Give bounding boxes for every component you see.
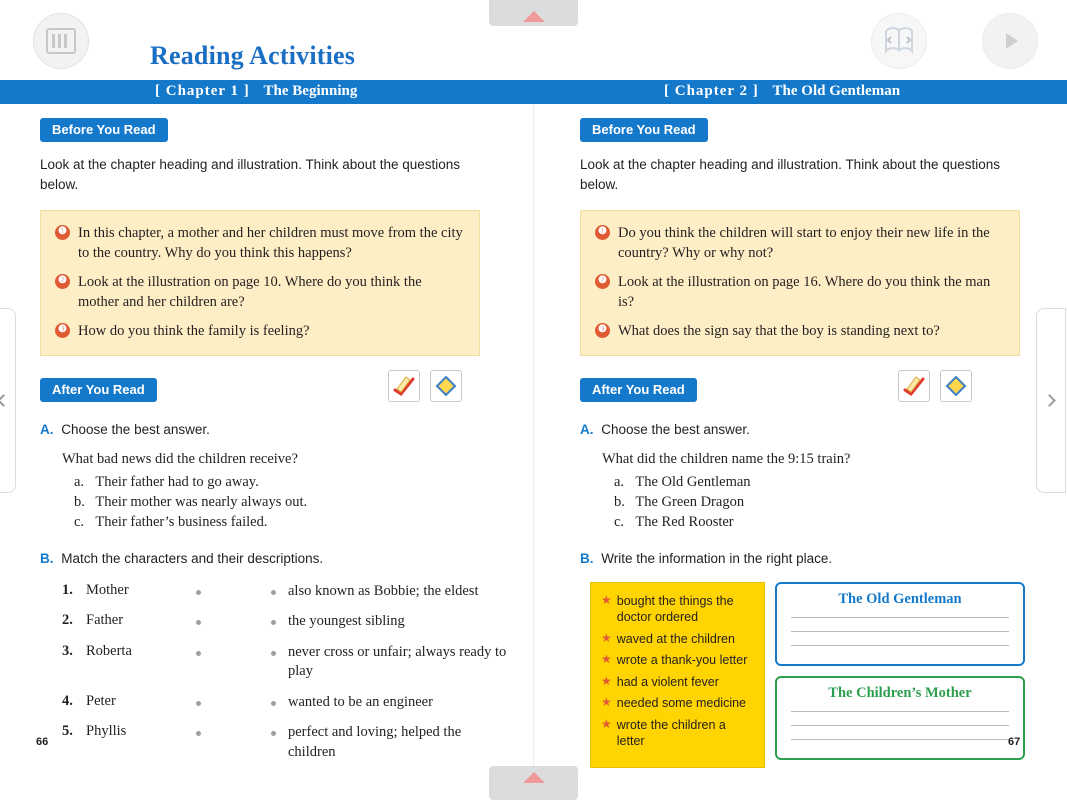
flip-book-icon[interactable] (871, 13, 927, 69)
option-item[interactable] (601, 593, 754, 626)
choice-option[interactable] (74, 514, 510, 531)
match-dot-left-icon[interactable] (196, 701, 201, 706)
question-stem-right: What did the children name the 9:15 train? (602, 450, 851, 467)
matching-description: perfect and loving; helped the children (288, 724, 462, 760)
question-text: What does the sign say that the boy is standing next to? (618, 322, 940, 339)
matching-row[interactable] (40, 693, 510, 713)
answer-line[interactable] (791, 711, 1009, 712)
page-number-left: 66 (36, 736, 49, 748)
match-dot-right-icon[interactable] (271, 651, 276, 656)
choice-option[interactable] (614, 494, 1050, 511)
match-dot-left-icon[interactable] (196, 590, 201, 595)
chevron-left-icon (0, 394, 9, 407)
matching-description: never cross or unfair; always ready to play (288, 643, 507, 680)
answer-box-title: The Children’s Mother (828, 684, 972, 701)
triangle-up-icon (523, 11, 545, 22)
star-icon: ★ (601, 652, 612, 666)
matching-number: 1. (62, 581, 73, 598)
chapter-name-left: The Beginning (263, 83, 358, 99)
option-item[interactable] (601, 652, 754, 669)
answer-line[interactable] (791, 617, 1009, 618)
match-dot-left-icon[interactable] (196, 651, 201, 656)
triangle-up-icon (523, 772, 545, 783)
after-you-read-row-left (40, 378, 510, 410)
matching-name: Roberta (86, 642, 132, 659)
choice-text: The Green Dragon (635, 493, 745, 510)
choice-text: The Old Gentleman (635, 473, 751, 490)
prev-page-button[interactable] (0, 308, 16, 493)
question-item (55, 223, 463, 263)
star-icon: ★ (601, 716, 612, 731)
question-number: ❷ (55, 274, 70, 289)
part-letter: B. (40, 550, 54, 566)
chapter-number-right: [ Chapter 2 ] (664, 83, 759, 99)
before-you-read-questions-left (40, 210, 480, 356)
choice-letter: a. (614, 473, 625, 490)
page-title: Reading Activities (150, 41, 356, 70)
choice-text: Their father had to go away. (95, 473, 259, 490)
answer-box-childrens-mother[interactable] (775, 676, 1025, 760)
option-text: wrote the children a letter (616, 717, 726, 748)
star-icon: ★ (601, 592, 612, 607)
part-a-left (40, 422, 510, 437)
matching-description: also known as Bobbie; the eldest (288, 582, 479, 599)
answer-line[interactable] (791, 645, 1009, 646)
question-item (595, 223, 1003, 263)
pencil-check-icon[interactable] (898, 370, 930, 402)
part-label: Write the information in the right place. (601, 550, 833, 566)
sorting-activity (580, 582, 1050, 772)
matching-name: Mother (86, 581, 129, 598)
matching-name: Peter (86, 692, 116, 709)
right-page-content (580, 118, 1050, 772)
chapter-number-left: [ Chapter 1 ] (155, 83, 250, 99)
match-dot-right-icon[interactable] (271, 731, 276, 736)
diamond-icon[interactable] (430, 370, 462, 402)
after-you-read-icons-right (898, 370, 972, 402)
choice-text: The Red Rooster (635, 513, 734, 530)
matching-row[interactable] (40, 582, 510, 602)
part-a-right (580, 422, 1050, 437)
question-text: Look at the illustration on page 10. Where do you think the mother and her children are? (78, 273, 422, 310)
question-item (55, 272, 463, 312)
question-number: ❸ (55, 323, 70, 338)
option-text: bought the things the doctor ordered (616, 593, 734, 624)
question-number: ❶ (55, 225, 70, 240)
star-icon: ★ (601, 695, 612, 709)
after-you-read-tag-right: After You Read (580, 378, 697, 402)
before-you-read-tag-right: Before You Read (580, 118, 708, 142)
bottom-drawer-handle[interactable] (489, 766, 578, 800)
question-text: In this chapter, a mother and her children must move from the city to the country. Why do you think this happens? (78, 224, 463, 261)
chapter-label-left (155, 83, 357, 100)
option-bank (590, 582, 765, 768)
choice-letter: c. (614, 513, 625, 530)
answer-line[interactable] (791, 739, 1009, 740)
question-item (595, 321, 1003, 341)
answer-line[interactable] (791, 631, 1009, 632)
option-text: wrote a thank-you letter (616, 653, 748, 667)
matching-row[interactable] (40, 643, 510, 682)
answer-line[interactable] (791, 725, 1009, 726)
part-label: Choose the best answer. (61, 421, 210, 437)
page-number-right: 67 (1008, 736, 1021, 748)
question-number: ❸ (595, 323, 610, 338)
answer-lines[interactable] (791, 711, 1009, 740)
before-you-read-tag-left: Before You Read (40, 118, 168, 142)
part-b-left (40, 551, 510, 566)
choice-option[interactable] (74, 494, 510, 511)
matching-row[interactable] (40, 723, 510, 762)
option-item[interactable] (601, 631, 754, 648)
chevron-right-icon (1043, 394, 1056, 407)
choice-option[interactable] (614, 514, 1050, 531)
page-gutter-divider (533, 104, 534, 766)
part-label: Choose the best answer. (601, 421, 750, 437)
choice-letter: b. (74, 493, 85, 510)
choice-letter: a. (74, 473, 85, 490)
choice-option[interactable] (614, 474, 1050, 491)
choice-letter: c. (74, 513, 85, 530)
part-b-right (580, 551, 1050, 566)
next-page-button[interactable] (1036, 308, 1066, 493)
chapter-name-right: The Old Gentleman (772, 83, 901, 99)
part-letter: A. (580, 421, 594, 437)
match-dot-right-icon[interactable] (271, 620, 276, 625)
match-dot-right-icon[interactable] (271, 701, 276, 706)
top-bar (0, 0, 1067, 80)
matching-description: wanted to be an engineer (288, 693, 433, 710)
matching-number: 2. (62, 612, 73, 629)
question-item (595, 272, 1003, 312)
answer-lines[interactable] (791, 617, 1009, 646)
option-text: had a violent fever (616, 674, 719, 689)
chapter-label-right (664, 83, 900, 100)
match-dot-left-icon[interactable] (196, 620, 201, 625)
matching-name: Phyllis (86, 723, 127, 740)
option-item[interactable] (601, 674, 754, 691)
question-number: ❶ (595, 225, 610, 240)
part-letter: B. (580, 550, 594, 566)
matching-number: 3. (62, 642, 73, 659)
match-dot-left-icon[interactable] (196, 731, 201, 736)
option-item[interactable] (601, 695, 754, 712)
matching-row[interactable] (40, 612, 510, 632)
before-you-read-questions-right (580, 210, 1020, 356)
choice-text: Their mother was nearly always out. (95, 493, 308, 510)
matching-number: 4. (62, 692, 73, 709)
star-icon: ★ (601, 630, 612, 645)
left-page-content (40, 118, 510, 773)
matching-description: the youngest sibling (288, 613, 405, 630)
question-text: How do you think the family is feeling? (78, 322, 310, 339)
after-you-read-icons-left (388, 370, 462, 402)
part-label: Match the characters and their descriptions. (61, 550, 324, 566)
match-dot-right-icon[interactable] (271, 590, 276, 595)
answer-box-old-gentleman[interactable] (775, 582, 1025, 666)
book-shelf-icon (33, 13, 89, 69)
after-you-read-row-right (580, 378, 1050, 410)
before-you-read-intro-right: Look at the chapter heading and illustration. Think about the questions below. (580, 157, 1001, 193)
option-text: waved at the children (616, 631, 735, 646)
question-stem-left: What bad news did the children receive? (62, 450, 298, 467)
diamond-icon[interactable] (940, 370, 972, 402)
play-icon[interactable] (982, 13, 1038, 69)
pencil-check-icon[interactable] (388, 370, 420, 402)
chapter-band (0, 80, 1067, 104)
choice-letter: b. (614, 493, 625, 510)
matching-name: Father (86, 612, 124, 629)
part-letter: A. (40, 421, 54, 437)
option-text: needed some medicine (616, 696, 747, 710)
choice-text: Their father’s business failed. (95, 513, 268, 530)
question-text: Do you think the children will start to enjoy their new life in the country? Why or why not? (618, 224, 990, 261)
question-number: ❷ (595, 274, 610, 289)
choice-option[interactable] (74, 474, 510, 491)
after-you-read-tag-left: After You Read (40, 378, 157, 402)
answer-box-title: The Old Gentleman (838, 590, 962, 607)
question-item (55, 321, 463, 341)
top-drawer-handle[interactable] (489, 0, 578, 26)
matching-number: 5. (62, 723, 73, 740)
before-you-read-intro-left: Look at the chapter heading and illustration. Think about the questions below. (40, 157, 461, 193)
option-item[interactable] (601, 717, 754, 750)
star-icon: ★ (601, 673, 612, 688)
question-text: Look at the illustration on page 16. Where do you think the man is? (618, 273, 991, 310)
matching-list (40, 582, 510, 763)
